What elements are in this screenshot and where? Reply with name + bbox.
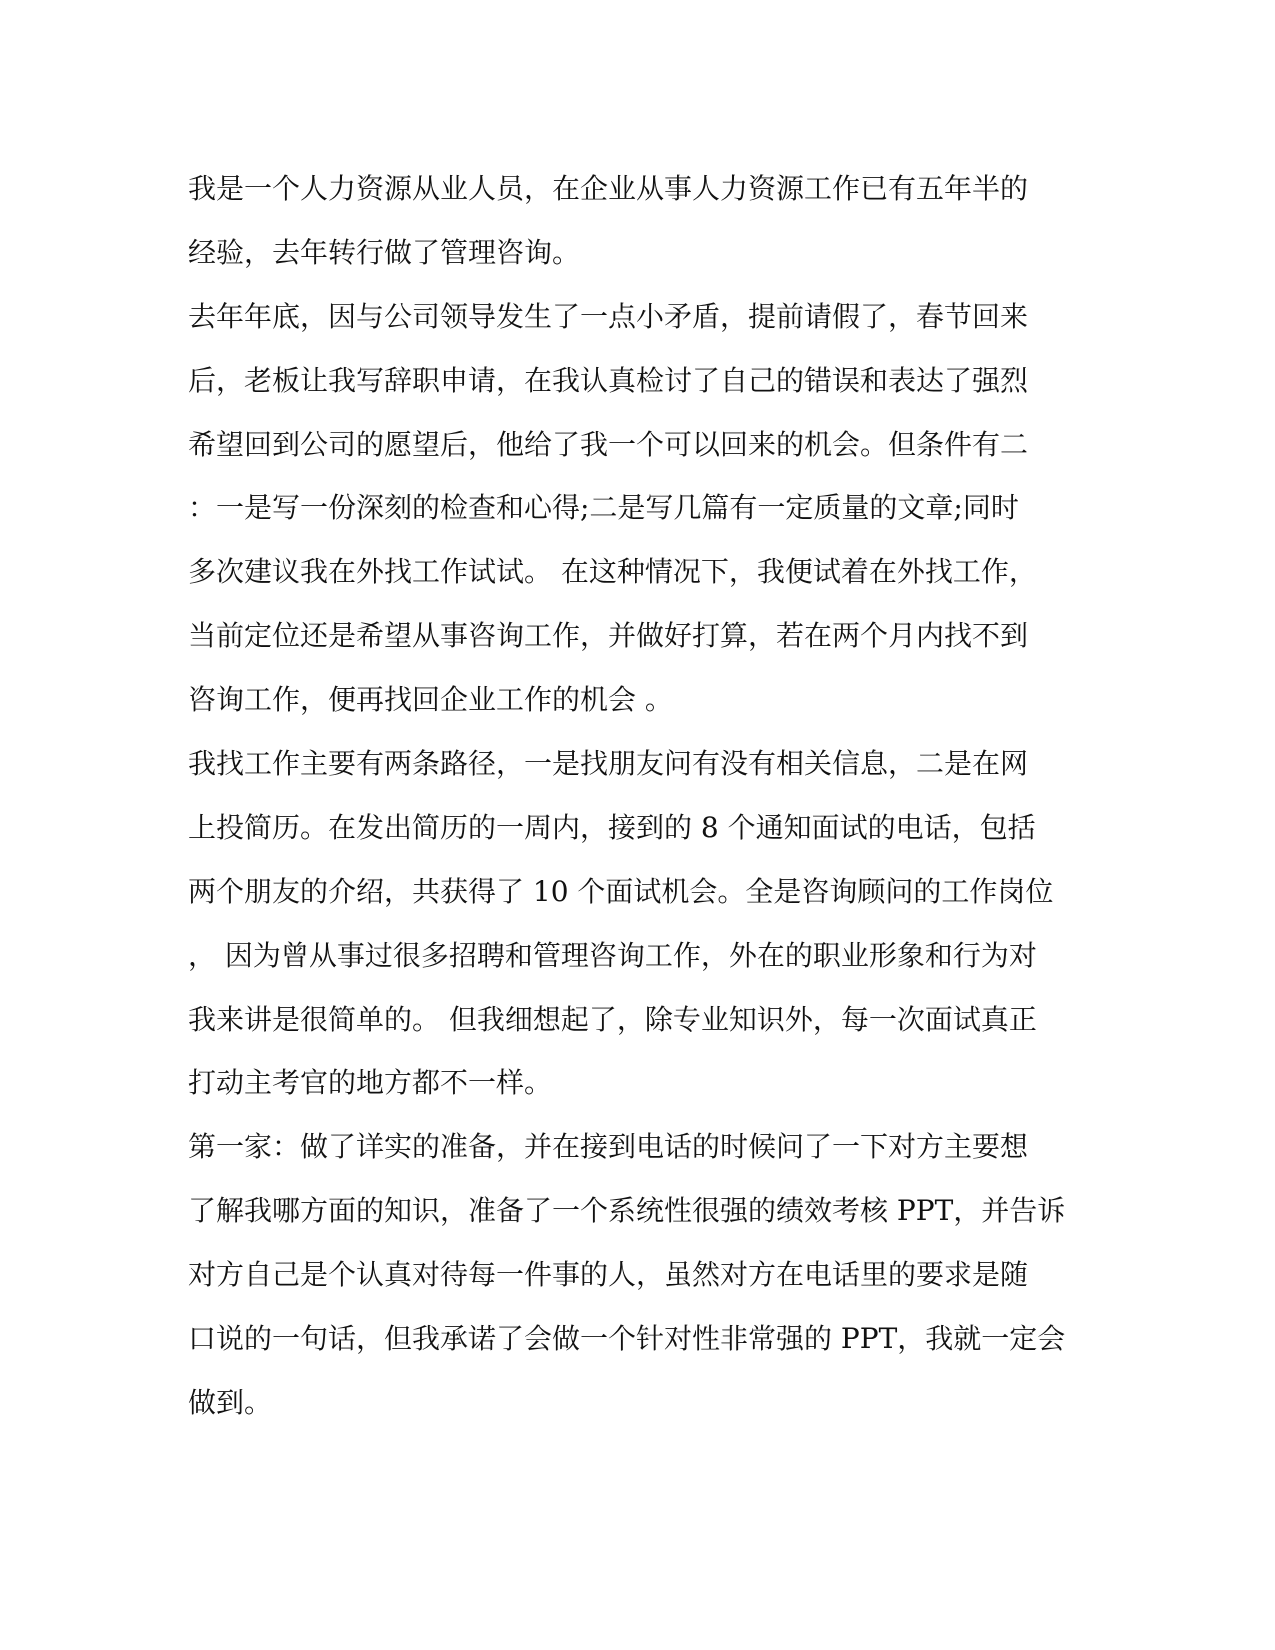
text-line: 了解我哪方面的知识，准备了一个系统性很强的绩效考核 PPT，并告诉 [188,1194,1066,1228]
text-line: 我来讲是很简单的。 但我细想起了，除专业知识外，每一次面试真正 [188,1002,1037,1036]
text-line: 两个朋友的介绍，共获得了 10 个面试机会。全是咨询顾问的工作岗位 [188,874,1054,908]
text-line: 希望回到公司的愿望后，他给了我一个可以回来的机会。但条件有二 [188,427,1029,461]
text-line: 做到。 [188,1385,273,1419]
text-line: 当前定位还是希望从事咨询工作，并做好打算，若在两个月内找不到 [188,619,1029,653]
text-line: 口说的一句话，但我承诺了会做一个针对性非常强的 PPT，我就一定会 [188,1322,1066,1356]
text-line: ， 因为曾从事过很多招聘和管理咨询工作，外在的职业形象和行为对 [188,938,1037,972]
text-line: 经验，去年转行做了管理咨询。 [188,235,581,269]
text-line: 对方自己是个认真对待每一件事的人，虽然对方在电话里的要求是随 [188,1258,1029,1292]
text-line: 我是一个人力资源从业人员，在企业从事人力资源工作已有五年半的 [188,172,1029,205]
text-line: 后，老板让我写辞职申请，在我认真检讨了自己的错误和表达了强烈 [188,363,1029,397]
document-body [188,157,1088,1435]
text-line: 去年年底，因与公司领导发生了一点小矛盾，提前请假了，春节回来 [188,299,1029,333]
text-line: 上投简历。在发出简历的一周内，接到的 8 个通知面试的电话，包括 [188,810,1036,844]
text-line: ：一是写一份深刻的检查和心得;二是写几篇有一定质量的文章;同时 [188,491,1019,525]
text-line: 咨询工作，便再找回企业工作的机会 。 [188,683,673,717]
text-line: 多次建议我在外找工作试试。 在这种情况下，我便试着在外找工作， [188,555,1037,589]
text-line: 我找工作主要有两条路径，一是找朋友问有没有相关信息，二是在网 [188,747,1029,781]
text-line: 第一家：做了详实的准备，并在接到电话的时候问了一下对方主要想 [188,1130,1029,1164]
text-line: 打动主考官的地方都不一样。 [188,1066,553,1100]
